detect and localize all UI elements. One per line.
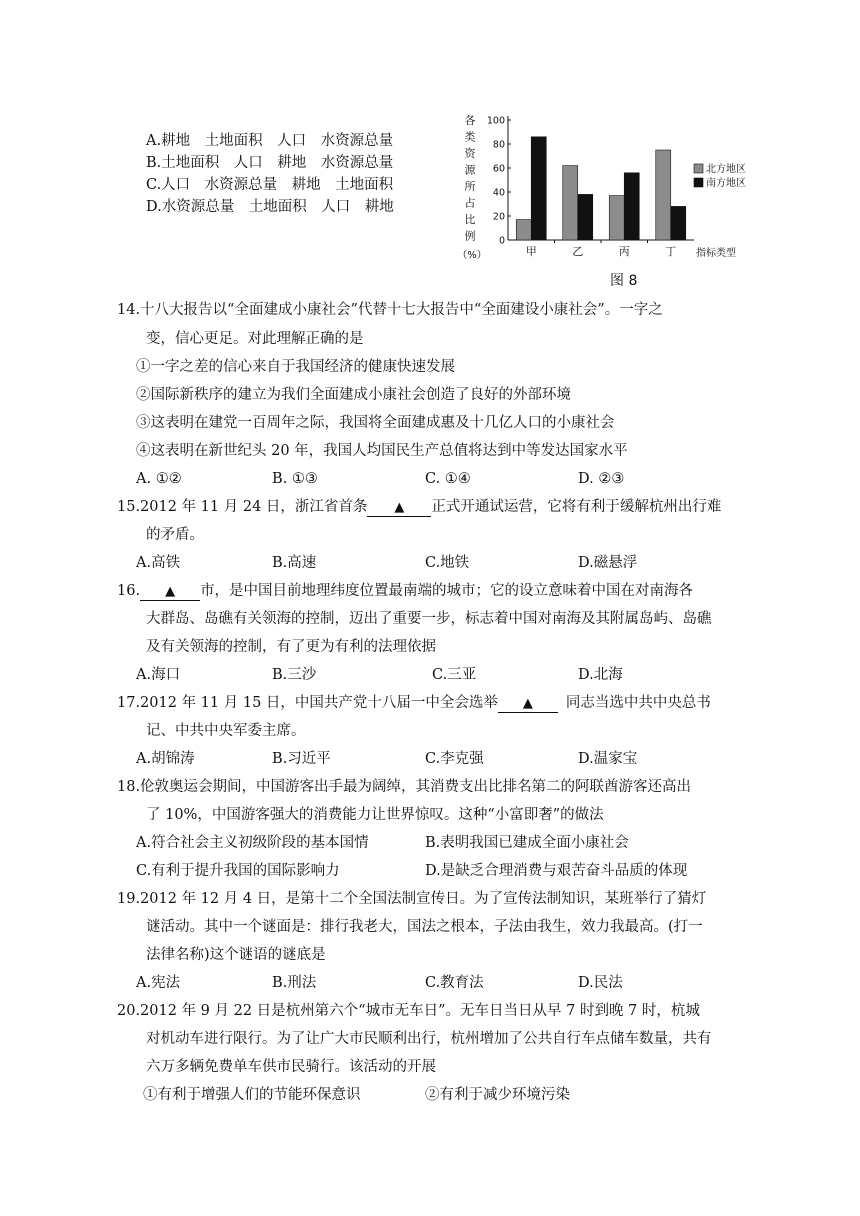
bar-丙-南方地区 [624,173,639,240]
y-tick-label: 80 [492,139,505,151]
q19-option-d: D.民法 [578,975,623,991]
q17-text-pre: 17.2012 年 11 月 15 日，中国共产党十八届一中全会选举 [117,695,498,711]
q15-option-a: A.高铁 [136,555,181,571]
q15-line-1 [117,497,721,517]
y-axis-unit: （%） [457,250,487,261]
q17-line-2: 记、中共中央军委主席。 [146,723,306,739]
q19-line-2: 谜活动。其中一个谜面是：排行我老大，国法之根本，子法由我生，效力我最高。(打一 [146,919,703,935]
q14-option-b: B. ①③ [272,471,318,487]
q17-text-post: 同志当选中共中央总书 [565,695,711,711]
q17-option-c: C.李克强 [425,751,484,767]
y-axis-label-char: 所 [464,180,476,193]
q15-text-post: 正式开通试运营，它将有利于缓解杭州出行难 [431,499,722,515]
q18-option-b: B.表明我国已建成全面小康社会 [425,835,629,851]
q17-option-a: A.胡锦涛 [136,751,195,767]
legend-label: 北方地区 [706,164,746,175]
q20-line-3: 六万多辆免费单车供市民骑行。该活动的开展 [146,1059,436,1075]
q16-line-3: 及有关领海的控制，有了更为有利的法理依据 [146,639,436,655]
x-tick-label: 甲 [525,245,537,258]
y-axis-label-char: 资 [464,147,476,160]
x-tick-label: 丁 [665,245,677,258]
legend-label: 南方地区 [706,178,746,189]
q20-line-2: 对机动车进行限行。为了让广大市民顺利出行，杭州增加了公共自行车点储车数量，共有 [146,1031,712,1047]
q16-line-1 [117,581,693,601]
q13-option-c: C.人口 水资源总量 耕地 土地面积 [146,177,394,193]
q17-line-1 [117,693,711,713]
q14-line-2: 变，信心更足。对此理解正确的是 [146,331,364,347]
y-tick-label: 20 [492,211,505,223]
q14-line-1: 14.十八大报告以“全面建成小康社会”代替十七大报告中“全面建设小康社会”。一字之 [117,302,663,318]
q14-statement-3: ③这表明在建党一百周年之际，我国将全面建成惠及十几亿人口的小康社会 [136,415,615,431]
q17-option-d: D.温家宝 [578,751,638,767]
q18-option-a: A.符合社会主义初级阶段的基本国情 [136,835,369,851]
bar-乙-南方地区 [578,194,593,240]
bar-丙-北方地区 [609,196,624,240]
q16-text-pre: 16. [117,583,141,599]
q14-statement-4: ④这表明在新世纪头 20 年，我国人均国民生产总值将达到中等发达国家水平 [136,443,628,459]
q17-blank: ▲ [498,696,558,713]
y-axis-label-char: 类 [464,130,476,144]
q18-option-d: D.是缺乏合理消费与艰苦奋斗品质的体现 [425,863,688,879]
bar-丁-南方地区 [671,206,686,240]
bar-甲-北方地区 [516,220,531,240]
y-axis-label-char: 比 [464,213,476,226]
q18-option-c: C.有利于提升我国的国际影响力 [136,863,340,879]
q16-text-post: 市，是中国目前地理纬度位置最南端的城市；它的设立意味着中国在对南海各 [200,583,694,599]
q13-option-b: B.土地面积 人口 耕地 水资源总量 [146,155,394,171]
chart-bars [516,137,686,243]
y-axis-label-char: 各 [464,114,476,127]
q20-statement-1: ①有利于增强人们的节能环保意识 [143,1087,361,1103]
q16-option-a: A.海口 [136,667,181,683]
q14-option-c: C. ①④ [425,471,471,487]
q15-option-b: B.高速 [272,555,317,571]
q13-option-a: A.耕地 土地面积 人口 水资源总量 [146,133,394,149]
q16-option-b: B.三沙 [272,667,317,683]
q14-statement-1: ①一字之差的信心来自于我国经济的健康快速发展 [136,359,455,375]
q15-blank: ▲ [367,500,431,517]
x-tick-label: 丙 [618,245,630,258]
y-axis-label-char: 例 [464,229,476,243]
q15-line-2: 的矛盾。 [146,527,204,543]
q16-line-2: 大群岛、岛礁有关领海的控制，迈出了重要一步，标志着中国对南海及其附属岛屿、岛礁 [146,611,712,627]
q15-option-c: C.地铁 [425,555,470,571]
q15-option-d: D.磁悬浮 [578,555,638,571]
bar-甲-南方地区 [531,137,546,240]
q19-line-1: 19.2012 年 12 月 4 日，是第十二个全国法制宣传日。为了宣传法制知识，某班举行了猜灯 [117,891,707,907]
x-axis-label: 指标类型 [696,248,736,259]
q19-option-c: C.教育法 [425,975,484,991]
q19-line-3: 法律名称)这个谜语的谜底是 [146,947,326,963]
y-axis-label-char: 源 [464,163,476,177]
y-axis-label-char: 占 [464,196,476,210]
bar-丁-北方地区 [656,150,671,240]
y-tick-label: 100 [486,115,505,127]
resource-bar-chart [457,108,762,288]
q14-option-d: D. ②③ [578,471,625,487]
q16-option-c: C.三亚 [432,667,477,683]
y-tick-label: 0 [498,235,505,247]
q16-blank: ▲ [140,584,200,601]
q14-option-a: A. ①② [136,471,182,487]
q17-option-b: B.习近平 [272,751,331,767]
q16-option-d: D.北海 [578,667,623,683]
x-tick-labels [526,245,736,259]
q19-option-a: A.宪法 [136,975,181,991]
q14-statement-2: ②国际新秩序的建立为我们全面建成小康社会创造了良好的外部环境 [136,387,571,403]
legend-swatch-北方地区 [694,164,703,173]
y-tick-label: 60 [492,163,505,175]
q18-line-1: 18.伦敦奥运会期间，中国游客出手最为阔绰，其消费支出比排名第二的阿联酋游客还高出 [117,779,692,795]
q20-line-1: 20.2012 年 9 月 22 日是杭州第六个“城市无车日”。无车日当日从早 7 时到晚 7 时，杭城 [117,1003,700,1019]
y-tick-label: 40 [492,187,505,199]
chart-legend [694,162,746,189]
x-tick-label: 乙 [572,245,584,258]
q18-line-2: 了 10%，中国游客强大的消费能力让世界惊叹。这种“小富即奢”的做法 [146,807,604,823]
q15-text-pre: 15.2012 年 11 月 24 日，浙江省首条 [117,499,368,515]
figure-caption: 图 8 [610,273,638,289]
bar-乙-北方地区 [563,166,578,240]
q20-statement-2: ②有利于减少环境污染 [425,1087,570,1103]
legend-swatch-南方地区 [694,178,703,187]
y-axis-label [457,114,487,261]
q19-option-b: B.刑法 [272,975,317,991]
q13-option-d: D.水资源总量 土地面积 人口 耕地 [146,199,394,215]
